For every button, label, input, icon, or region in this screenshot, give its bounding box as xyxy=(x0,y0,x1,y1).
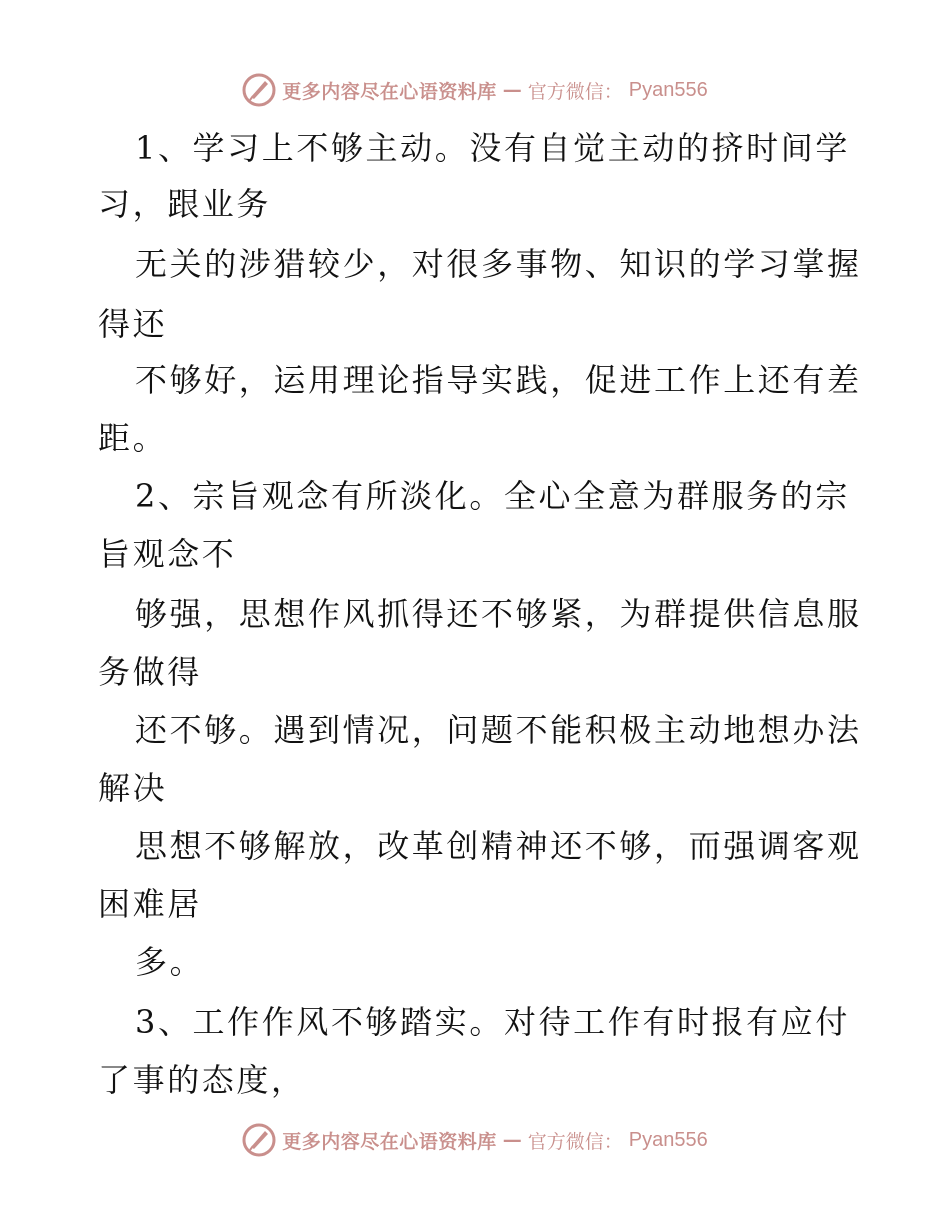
body-line: 1、学习上不够主动。没有自觉主动的挤时间学 xyxy=(135,129,850,167)
watermark-text: 更多内容尽在心语资料库 xyxy=(282,1131,497,1153)
watermark-separator: — xyxy=(502,1129,522,1151)
body-line: 3、工作作风不够踏实。对待工作有时报有应付 xyxy=(135,1003,850,1041)
watermark-label: 官方微信： xyxy=(527,1131,623,1153)
body-line: 旨观念不 xyxy=(98,535,237,573)
watermark-wechat-id: Pyan556 xyxy=(628,78,708,101)
body-line: 思想不够解放，改革创精神还不够，而强调客观 xyxy=(135,827,862,865)
watermark-wechat-id: Pyan556 xyxy=(628,1128,708,1151)
header-watermark xyxy=(0,70,950,110)
body-line: 了事的态度， xyxy=(98,1061,306,1099)
body-line: 够强，思想作风抓得还不够紧，为群提供信息服 xyxy=(135,595,862,633)
body-line: 还不够。遇到情况，问题不能积极主动地想办法 xyxy=(135,711,862,749)
watermark-separator: — xyxy=(502,79,522,101)
body-line: 习，跟业务 xyxy=(98,185,272,223)
body-line: 多。 xyxy=(135,943,205,981)
quill-logo-icon xyxy=(242,73,276,107)
body-line: 2、宗旨观念有所淡化。全心全意为群服务的宗 xyxy=(135,477,850,515)
body-line: 不够好，运用理论指导实践，促进工作上还有差 xyxy=(135,361,862,399)
body-line: 解决 xyxy=(98,769,168,807)
body-line: 困难居 xyxy=(98,885,202,923)
body-line: 得还 xyxy=(98,305,168,343)
body-line: 距。 xyxy=(98,419,168,457)
quill-logo-icon xyxy=(242,1123,276,1157)
footer-watermark xyxy=(0,1120,950,1160)
watermark-text: 更多内容尽在心语资料库 xyxy=(282,81,497,103)
body-line: 务做得 xyxy=(98,653,202,691)
watermark-label: 官方微信： xyxy=(527,81,623,103)
body-line: 无关的涉猎较少，对很多事物、知识的学习掌握 xyxy=(135,245,862,283)
